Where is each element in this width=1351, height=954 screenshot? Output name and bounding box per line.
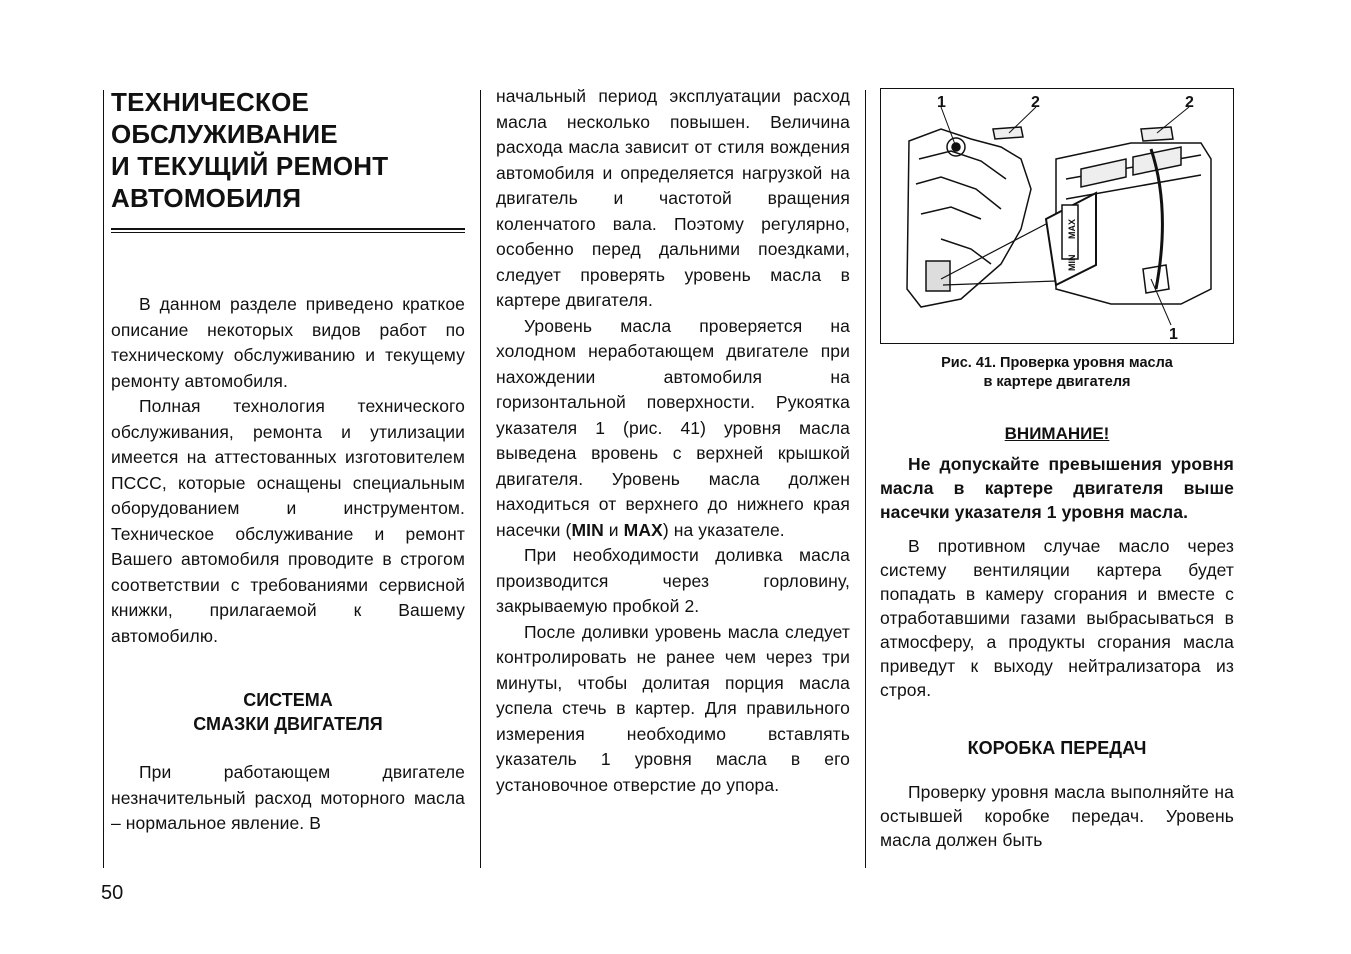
caption-line-1: Рис. 41. Проверка уровня масла [941, 355, 1173, 371]
title-line-3: И ТЕКУЩИЙ РЕМОНТ [111, 151, 389, 181]
oil-recheck-paragraph: После доливки уровень масла следует контролировать не ранее чем через три минуты, чтобы долитая порция масла успела стечь в картер. Для правильного измерения необходимо вставлять указатель 1 уровня масла в его установочное отверстие до упора. [496, 621, 850, 795]
figure-label-1-bottom: 1 [1169, 326, 1178, 343]
section-heading-line-2: СМАЗКИ ДВИГАТЕЛЯ [193, 714, 383, 734]
lubrication-paragraph: При работающем двигателе незначительный расход моторного масла – нормальное явление. В [111, 762, 465, 833]
column-rule-right [865, 90, 866, 868]
column-3 [880, 84, 1234, 852]
section-heading-gearbox: КОРОБКА ПЕРЕДАЧ [967, 738, 1147, 758]
intro-paragraph-1: В данном разделе приведено краткое описание некоторых видов работ по техническому обслуживанию и текущему ремонту автомобиля. [111, 294, 465, 391]
warning-text: Не допускайте превышения уровня масла в картере двигателя выше насечки указателя 1 уровня масла. [880, 454, 1234, 522]
column-2 [496, 84, 850, 798]
engine-figure [880, 88, 1234, 344]
intro-paragraph-2: Полная технология технического обслуживания, ремонта и утилизации имеется на аттестованных изготовителем ПССС, которые оснащены специальным оборудованием и инструментом. Техническое обслуживание и ремонт Вашего автомобиля проводите в строгом соответствии с требованиями сервисной книжки, прилагаемой к Вашему автомобилю. [111, 396, 465, 646]
title-line-4: АВТОМОБИЛЯ [111, 183, 302, 213]
gearbox-paragraph: Проверку уровня масла выполняйте на остывшей коробке передач. Уровень масла должен быть [880, 782, 1234, 850]
overfill-consequence-paragraph: В противном случае масло через систему вентиляции картера будет попадать в камеру сгорания и вместе с отработавшими газами выбрасываться в атмосферу, а продукты сгорания масла приведут к выходу нейтрализатора из строя. [880, 536, 1234, 700]
page-number: 50 [101, 882, 124, 904]
caption-line-2: в картере двигателя [983, 374, 1131, 390]
figure-caption [880, 354, 1234, 392]
figure-label-1-top: 1 [937, 94, 946, 111]
title-line-2: ОБСЛУЖИВАНИЕ [111, 119, 338, 149]
attention-heading: ВНИМАНИЕ! [1004, 424, 1110, 443]
figure-label-2-top-b: 2 [1185, 94, 1194, 111]
page-title [111, 84, 465, 214]
engine-illustration [881, 89, 1233, 343]
min-mark-label: MIN [571, 519, 604, 540]
title-rule-thick [111, 228, 465, 230]
column-1 [111, 84, 465, 837]
oil-check-paragraph [496, 314, 850, 544]
figure-label-2-top-a: 2 [1031, 94, 1040, 111]
conjunction-text: и [603, 519, 624, 540]
section-heading-line-1: СИСТЕМА [243, 690, 333, 710]
oil-check-text-end: ) на указателе. [662, 519, 785, 540]
oil-refill-paragraph: При необходимости доливка масла производится через горловину, закрываемую пробкой 2. [496, 545, 850, 616]
section-heading-lubrication [111, 688, 465, 736]
title-line-1: ТЕХНИЧЕСКОЕ [111, 87, 310, 117]
column-rule-left [103, 90, 104, 868]
oil-consumption-paragraph: начальный период эксплуатации расход масла несколько повышен. Величина расхода масла зависит от стиля вождения автомобиля и определяется нагрузкой на двигатель и частотой вращения коленчатого вала. Поэтому регулярно, особенно перед дальними поездками, следует проверять уровень масла в картере двигателя. [496, 86, 850, 310]
figure-max-mark: MAX [1067, 219, 1077, 239]
max-mark-label: MAX [623, 519, 663, 540]
figure-min-mark: MIN [1067, 254, 1077, 271]
column-rule-middle [480, 90, 481, 868]
oil-check-text: Уровень масла проверяется на холодном неработающем двигателе при нахождении автомобиля на горизонтальной поверхности. Рукоятка указателя 1 (рис. 41) уровня масла выведена вровень с верхней крышкой двигателя. Уровень масла должен находиться от верхнего до нижнего края насечки ( [496, 315, 850, 540]
